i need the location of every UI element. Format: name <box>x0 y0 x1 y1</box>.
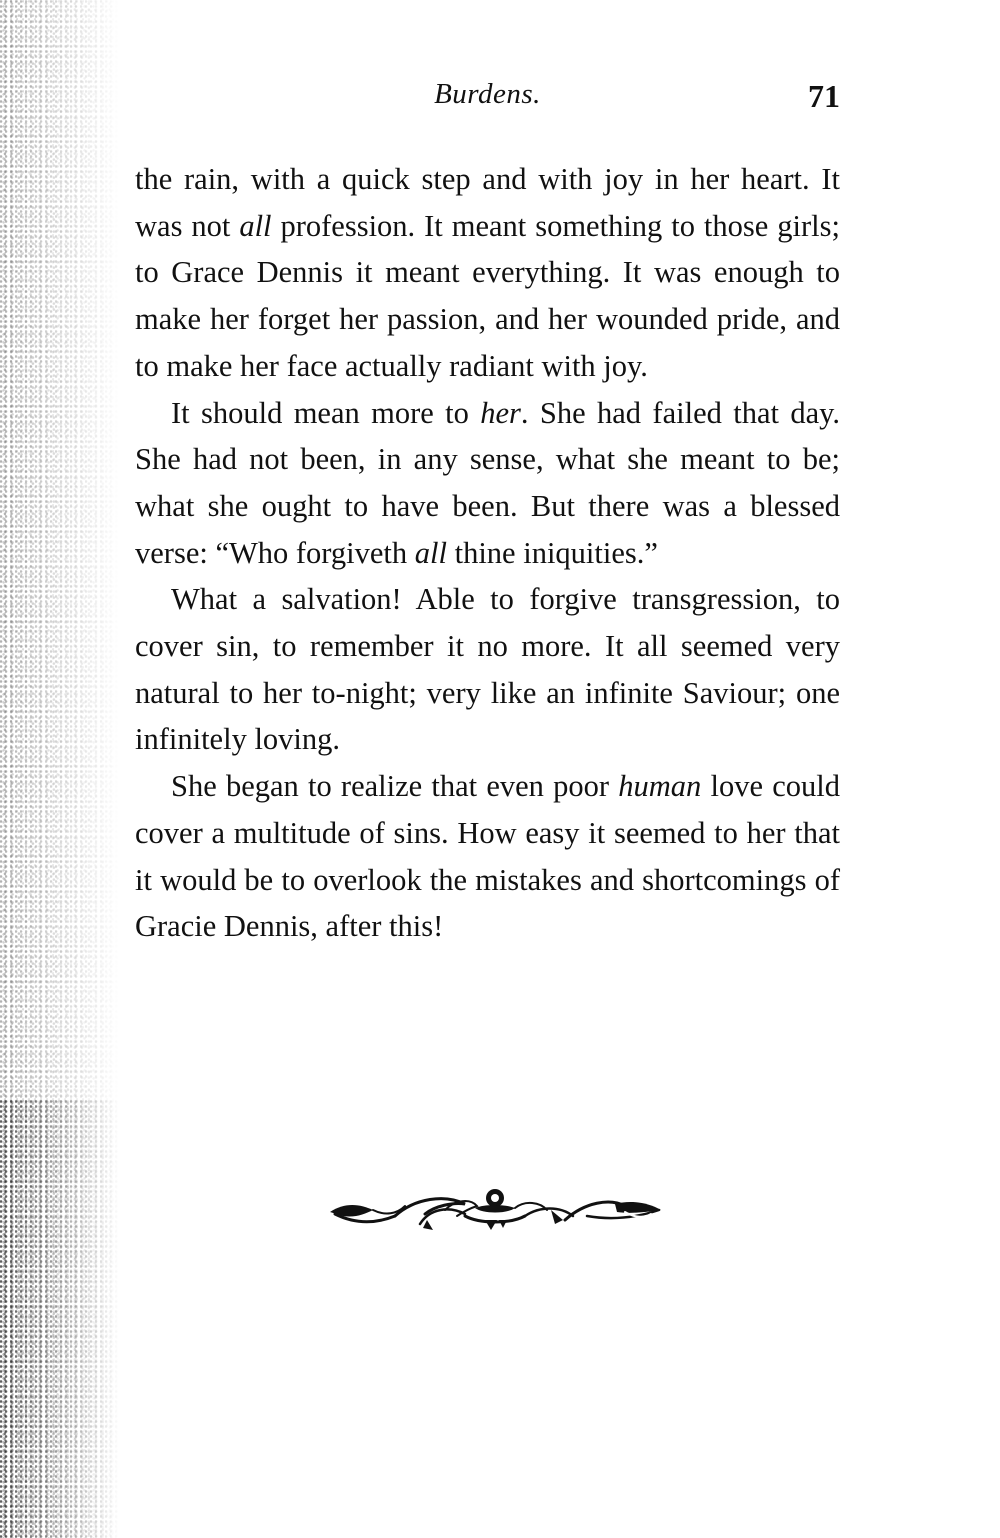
page-number: 71 <box>808 78 840 114</box>
text-run: What a salvation! Able to forgive transgression, to cover sin, to remember it no more. It all seemed very natural to her to-night; very like an infinite Saviour; one infinitely loving. <box>135 582 840 757</box>
text-run: She began to realize that even poor <box>171 769 619 804</box>
italic-text: all <box>414 535 447 570</box>
paragraph <box>135 763 840 950</box>
text-run: . She had failed that day. She had not been, in any sense, what she meant to be; what she ought to have been. But there was a blessed verse: “Who forgiveth <box>135 395 841 570</box>
italic-text: human <box>618 769 702 804</box>
paragraph <box>135 576 840 763</box>
text-run: It should mean more to <box>171 395 481 430</box>
italic-text: all <box>239 208 272 243</box>
paragraph <box>135 390 840 577</box>
text-run: love could cover a multitude of sins. How easy it seemed to her that it would be to overlook the mistakes and shortcomings of Gracie Dennis, after this! <box>135 769 840 944</box>
body-text <box>135 156 840 950</box>
binding-edge-speckle-lower <box>0 1100 120 1538</box>
floral-scroll-ornament-icon <box>325 1180 665 1240</box>
text-run: the rain, with a quick step and with joy in her heart. It was not <box>135 162 840 243</box>
running-head <box>135 78 840 118</box>
text-run: profession. It meant something to those girls; to Grace Dennis it meant everything. It was enough to make her forget her passion, and her wounded pride, and to make her face actually radiant with joy. <box>135 208 840 383</box>
running-title: Burdens. <box>434 78 541 110</box>
italic-text: her <box>480 395 521 430</box>
text-run: thine iniquities.” <box>446 535 658 570</box>
paragraph <box>135 156 840 390</box>
